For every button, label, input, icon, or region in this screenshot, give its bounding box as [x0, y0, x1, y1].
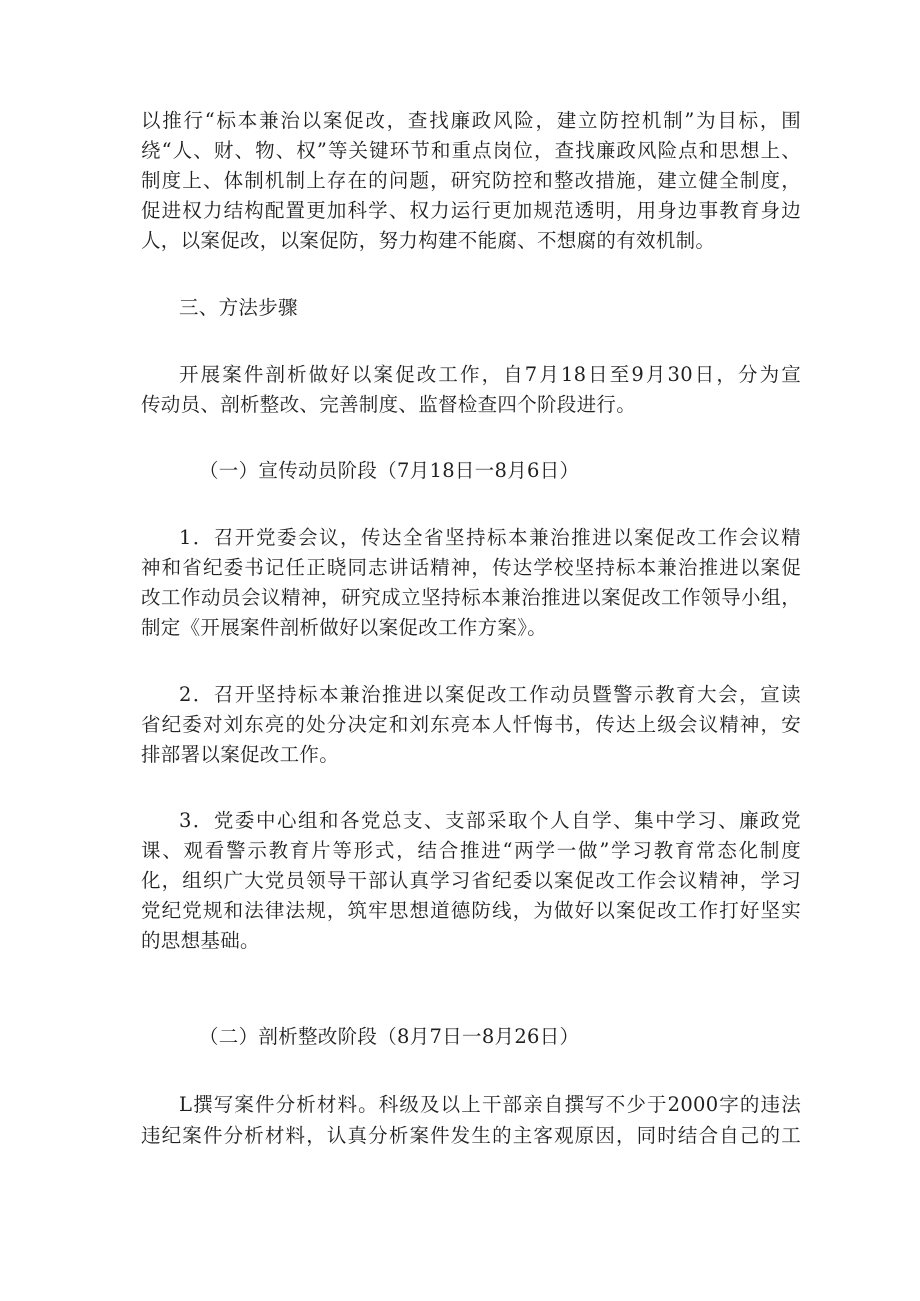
- text-line: 改工作动员会议精神，研究成立坚持标本兼治推进以案促改工作领导小组，: [141, 586, 801, 609]
- stage-heading: （二）剖析整改阶段（8月7日一8月26日）: [199, 1025, 580, 1048]
- text-line: 排部署以案促改工作。: [141, 743, 340, 766]
- section-heading: 三、方法步骤: [179, 296, 298, 319]
- stage-heading: （一）宣传动员阶段（7月18日一8月6日）: [199, 459, 580, 482]
- text-line: 开展案件剖析做好以案促改工作，自7月18日至9月30日，分为宣: [179, 363, 801, 386]
- text-line: 违纪案件分析材料，认真分析案件发生的主客观原因，同时结合自己的工: [141, 1124, 801, 1147]
- text-line: 省纪委对刘东亮的处分决定和刘东亮本人忏悔书，传达上级会议精神，安: [141, 713, 801, 736]
- text-line: 人，以案促改，以案促防，努力构建不能腐、不想腐的有效机制。: [141, 229, 716, 252]
- text-line: 促进权力结构配置更加科学、权力运行更加规范透明，用身边事教育身边: [141, 199, 801, 222]
- text-line: 的思想基础。: [141, 929, 260, 952]
- text-line: 2．召开坚持标本兼治推进以案促改工作动员暨警示教育大会，宣读: [179, 683, 801, 706]
- text-line: 绕“人、财、物、权”等关键环节和重点岗位，查找廉政风险点和思想上、: [141, 139, 801, 162]
- text-line: 制定《开展案件剖析做好以案促改工作方案》。: [141, 616, 548, 639]
- text-line: 传动员、剖析整改、完善制度、监督检查四个阶段进行。: [141, 393, 637, 416]
- text-line: 神和省纪委书记任正晓同志讲话精神，传达学校坚持标本兼治推进以案促: [141, 556, 801, 579]
- text-line: 化，组织广大党员领导干部认真学习省纪委以案促改工作会议精神，学习: [141, 869, 801, 892]
- text-line: 课、观看警示教育片等形式，结合推进“两学一做”学习教育常态化制度: [141, 839, 801, 862]
- text-line: 以推行“标本兼治以案促改，查找廉政风险，建立防控机制”为目标，围: [141, 109, 801, 132]
- text-line: L撰写案件分析材料。科级及以上干部亲自撰写不少于2000字的违法: [179, 1093, 801, 1116]
- text-line: 1．召开党委会议，传达全省坚持标本兼治推进以案促改工作会议精: [179, 526, 801, 549]
- text-line: 3．党委中心组和各党总支、支部采取个人自学、集中学习、廉政党: [179, 809, 801, 832]
- text-line: 党纪党规和法律法规，筑牢思想道德防线，为做好以案促改工作打好坚实: [141, 899, 801, 922]
- text-line: 制度上、体制机制上存在的问题，研究防控和整改措施，建立健全制度，: [141, 169, 801, 192]
